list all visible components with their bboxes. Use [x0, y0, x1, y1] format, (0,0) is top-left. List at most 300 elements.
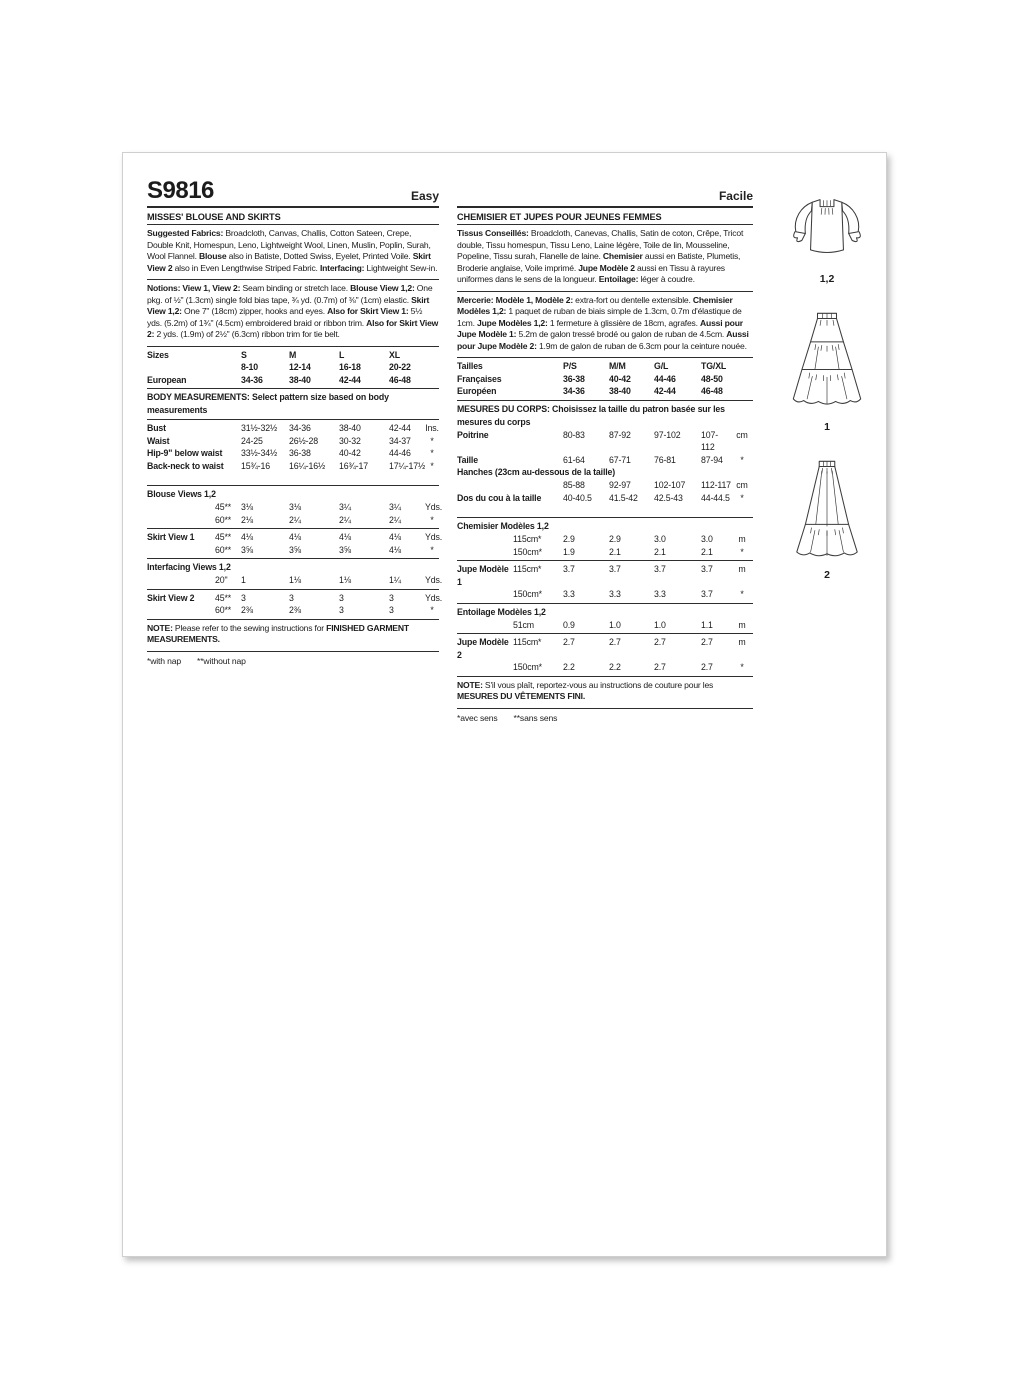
text-segment: 2 yds. (1.9m) of 2½" (6.3cm) ribbon trim for tie belt. — [154, 329, 340, 339]
text-segment: Blouse — [198, 251, 227, 261]
table-gap — [457, 506, 753, 515]
text-segment: Chemisier — [602, 251, 643, 261]
footnote-without-nap: **without nap — [197, 655, 246, 666]
text-segment: One 7" (18cm) zipper, hooks and eyes. — [181, 306, 328, 316]
table-cell: 2.9 — [609, 534, 621, 544]
table-cell: 8-10 — [241, 362, 259, 372]
pattern-envelope-page — [122, 152, 887, 1257]
table-rule — [457, 517, 753, 518]
table-cell: 30-32 — [339, 435, 361, 446]
table-rule — [457, 603, 753, 604]
table-row — [147, 514, 439, 527]
table-cell: * — [430, 435, 434, 446]
table-cell: European — [147, 374, 187, 385]
table-rule — [457, 560, 753, 561]
table-cell: 51cm — [513, 619, 534, 630]
table-cell: 45** — [215, 592, 232, 603]
table-row — [147, 435, 439, 448]
table-cell: 115cm* — [513, 564, 542, 574]
table-cell: 4⅛ — [339, 532, 351, 542]
table-cell: 40-42 — [339, 448, 361, 458]
table-cell: 45** — [215, 502, 232, 512]
blouse-line-drawing — [777, 191, 877, 269]
table-cell: 45** — [215, 532, 232, 542]
table-cell: 3 — [389, 605, 394, 615]
text-segment: Entoilage: — [598, 274, 639, 284]
table-cell: m — [738, 637, 746, 647]
table-cell: M — [289, 349, 297, 360]
text-segment: Interfacing: — [319, 262, 365, 273]
table-section-label: Blouse Views 1,2 — [147, 489, 216, 499]
table-row — [147, 361, 439, 374]
table-row — [147, 349, 439, 362]
footnote-avec-sens: *avec sens — [457, 712, 498, 723]
table-cell: 80-83 — [563, 429, 585, 440]
yardage-table-fr — [457, 506, 753, 677]
table-cell: Sizes — [147, 349, 169, 360]
table-cell: 60** — [215, 544, 232, 555]
table-cell: 92-97 — [609, 480, 631, 490]
table-cell: 3⅝ — [289, 544, 301, 555]
table-cell: 2.1 — [654, 546, 666, 557]
text-segment: Skirt View 1,2: — [147, 294, 430, 316]
text-segment: Jupe Modèles 1,2: — [477, 317, 548, 328]
text-segment: Chemisier Modèles 1,2: — [457, 294, 733, 316]
table-cell: Françaises — [457, 373, 502, 384]
table-cell: 3.7 — [563, 564, 575, 574]
views-column — [769, 191, 885, 605]
table-row — [147, 422, 439, 435]
table-cell: m — [738, 619, 746, 630]
skirt2-figure — [769, 457, 885, 581]
table-cell: Dos du cou à la taille — [457, 492, 542, 503]
table-cell — [457, 479, 513, 492]
table-cell: 1.0 — [609, 619, 621, 630]
table-cell: 2¼ — [389, 514, 401, 525]
table-cell — [457, 661, 513, 674]
table-cell: 12-14 — [289, 362, 311, 372]
text-segment: extra-fort ou dentelle extensible. — [572, 294, 693, 305]
english-header — [147, 175, 439, 203]
table-cell: 2.1 — [609, 546, 621, 557]
table-cell: 34-36 — [563, 386, 585, 396]
table-cell: 20-22 — [389, 362, 411, 372]
text-segment: MESURES DU VÊTEMENTS FINI. — [457, 691, 586, 701]
table-cell: 26½-28 — [289, 435, 318, 446]
table-cell: 17¼-17½ — [389, 460, 426, 471]
table-cell: 1.9 — [563, 546, 575, 557]
table-rule — [147, 346, 439, 347]
table-row — [457, 563, 753, 588]
table-row — [457, 373, 753, 386]
table-row — [147, 447, 439, 460]
table-cell: m — [738, 534, 746, 544]
text-segment: One pkg. of ½" (1.3cm) single fold bias tape, ¾ yd. (0.7m) of ⅜" (1cm) elastic. — [147, 283, 433, 305]
table-cell: 1⅛ — [339, 575, 351, 585]
table-cell: 115cm* — [513, 534, 542, 544]
table-cell: 76-81 — [654, 454, 676, 465]
table-cell: 3.0 — [701, 534, 713, 544]
table-row — [147, 574, 443, 587]
footnotes-fr — [457, 713, 753, 723]
table-cell: 2.1 — [701, 546, 713, 557]
text-segment: léger à coudre. — [638, 274, 695, 284]
french-header — [457, 175, 753, 203]
table-cell: * — [740, 492, 744, 503]
table-cell: Ins. — [425, 423, 439, 433]
footnote-with-nap: *with nap — [147, 655, 182, 666]
table-cell: 34-36 — [289, 423, 311, 433]
table-row — [457, 492, 753, 505]
table-cell: 97-102 — [654, 429, 681, 440]
english-column — [147, 175, 443, 666]
table-cell — [457, 588, 513, 601]
table-cell: L — [339, 349, 345, 360]
table-cell: 3.3 — [563, 589, 575, 599]
table-cell: 61-64 — [563, 454, 585, 465]
table-cell: 38-40 — [339, 423, 361, 433]
notions-fr — [457, 295, 753, 353]
table-cell: 4⅛ — [289, 532, 301, 542]
table-rule — [457, 357, 753, 358]
table-cell: Yds. — [425, 575, 443, 585]
skirt1-figure — [769, 309, 885, 433]
table-cell: 44-44.5 — [701, 492, 730, 503]
table-rule — [457, 676, 753, 677]
table-cell: 112-117 — [701, 480, 731, 490]
table-cell: 2.7 — [609, 637, 621, 647]
text-segment: Also for Skirt View 2: — [147, 317, 439, 339]
table-cell: 16¾-17 — [339, 460, 368, 471]
table-row — [147, 460, 439, 473]
table-cell: * — [740, 662, 744, 672]
garment-title-en: MISSES' BLOUSE AND SKIRTS — [147, 212, 281, 222]
table-cell: XL — [389, 349, 400, 360]
table-cell: 3¼ — [389, 502, 401, 512]
table-cell: 38-40 — [609, 386, 631, 396]
table-cell: 2¼ — [289, 514, 301, 525]
table-cell: 150cm* — [513, 546, 542, 557]
table-cell — [457, 546, 513, 559]
table-cell: Yds. — [425, 502, 443, 512]
header-rule — [147, 206, 439, 208]
table-cell — [425, 349, 439, 362]
table-cell: 4⅛ — [389, 544, 401, 555]
table-rule — [457, 633, 753, 634]
garment-title-fr: CHEMISIER ET JUPES POUR JEUNES FEMMES — [457, 212, 662, 222]
note-en — [147, 623, 439, 646]
view-label-skirt2: 2 — [824, 569, 830, 581]
table-cell: 3.3 — [654, 589, 666, 599]
table-cell: 42-44 — [654, 386, 676, 396]
table-cell: 2.9 — [563, 534, 575, 544]
table-rule — [147, 558, 439, 559]
table-cell — [457, 533, 513, 546]
text-segment: Aussi pour Jupe Modèle 1: — [457, 317, 743, 339]
table-cell — [147, 501, 215, 514]
pattern-number: S9816 — [147, 177, 214, 204]
table-cell — [147, 544, 215, 557]
table-row — [147, 604, 439, 617]
footnotes-en — [147, 656, 439, 666]
table-cell: Jupe Modèle 1 — [457, 564, 509, 587]
table-cell: 2¼ — [339, 514, 351, 525]
table-cell: Jupe Modèle 2 — [457, 637, 509, 660]
table-cell: 16¼-16½ — [289, 460, 326, 471]
table-cell: 3.7 — [701, 589, 713, 599]
table-cell: 3⅝ — [241, 544, 253, 555]
table-row — [147, 592, 443, 605]
table-cell — [147, 604, 215, 617]
table-cell: 1.0 — [654, 619, 666, 630]
skirt-view-1-line-drawing — [777, 309, 877, 417]
text-segment: aussi en Batiste, Plumetis, Broderie anglaise, Voile imprimé. — [457, 251, 741, 273]
table-cell: 2.7 — [654, 662, 666, 672]
table-cell: 46-48 — [701, 386, 723, 396]
table-cell: 2⅛ — [241, 514, 253, 525]
table-cell: 60** — [215, 514, 232, 525]
table-cell: 102-107 — [654, 480, 686, 490]
table-row — [147, 374, 439, 387]
text-segment: also in Batiste, Dotted Swiss, Eyelet, Printed Voile. — [226, 251, 413, 261]
table-cell: 85-88 — [563, 480, 585, 490]
table-rule — [147, 619, 439, 620]
difficulty-label-fr: Facile — [718, 189, 753, 203]
table-cell: 41.5-42 — [609, 492, 638, 503]
table-cell: Back-neck to waist — [147, 460, 224, 471]
table-section-label: Hanches (23cm au-dessous de la taille) — [457, 467, 616, 477]
text-segment: Please refer to the sewing instructions for — [172, 622, 327, 633]
table-row — [457, 385, 753, 398]
body-measurements-table-fr — [457, 357, 753, 504]
table-cell: 34-37 — [389, 435, 411, 446]
table-cell: 150cm* — [513, 662, 542, 672]
table-cell: 3 — [389, 592, 394, 603]
table-cell: Bust — [147, 423, 166, 433]
table-cell: 107-112 — [701, 429, 719, 452]
text-segment: Jupe Modèle 2 — [578, 262, 635, 273]
blouse-figure — [769, 191, 885, 285]
table-cell: 2.7 — [654, 637, 666, 647]
table-cell: 42-44 — [389, 423, 411, 433]
text-segment: NOTE: — [457, 679, 483, 690]
table-cell: 2⅜ — [241, 605, 253, 615]
note-fr — [457, 680, 753, 703]
table-row — [147, 544, 439, 557]
table-cell: 15¾-16 — [241, 460, 270, 471]
table-section-label: MESURES DU CORPS: Choisissez la taille du patron basée sur les mesures du corps — [457, 403, 725, 427]
header-rule-fr — [457, 206, 753, 208]
table-cell: cm — [736, 480, 748, 490]
text-segment: Suggested Fabrics: — [147, 228, 226, 238]
table-cell: 44-46 — [654, 373, 676, 384]
table-cell: 31½-32½ — [241, 423, 278, 433]
text-segment: Skirt View 2 — [147, 251, 431, 273]
table-cell: 3⅛ — [241, 502, 253, 512]
table-cell — [731, 360, 753, 373]
table-cell — [731, 385, 753, 398]
skirt-view-2-line-drawing — [777, 457, 877, 565]
text-segment: S'il vous plaît, reportez-vous au instructions de couture pour les — [482, 679, 714, 690]
table-cell: 3.7 — [701, 564, 713, 574]
table-cell: S — [241, 349, 247, 360]
table-cell — [425, 361, 439, 374]
table-cell: M/M — [609, 361, 626, 371]
table-cell: 115cm* — [513, 637, 542, 647]
table-cell: Skirt View 1 — [147, 532, 195, 542]
table-cell: 44-46 — [389, 448, 411, 458]
note-rule-fr — [457, 708, 753, 709]
table-row — [457, 533, 753, 546]
text-segment: Mercerie: Modèle 1, Modèle 2: — [457, 294, 573, 305]
table-cell: * — [430, 544, 434, 555]
table-cell: 150cm* — [513, 589, 542, 599]
table-cell: 0.9 — [563, 619, 575, 630]
table-cell: 34-36 — [241, 374, 263, 385]
table-cell: Tailles — [457, 361, 483, 371]
table-cell: 2.2 — [563, 662, 575, 672]
table-cell: 42.5-43 — [654, 492, 683, 503]
table-cell: 2.7 — [701, 662, 713, 672]
table-cell: 87-92 — [609, 429, 631, 440]
view-label-blouse: 1,2 — [819, 273, 835, 285]
table-cell: 3.7 — [609, 564, 621, 574]
table-cell: 4⅛ — [241, 532, 253, 542]
text-segment: 1.9m de galon de ruban de 6.3cm pour la ceinture nouée. — [536, 340, 747, 351]
table-cell: 1.1 — [701, 619, 713, 630]
divider-rule-fr — [457, 291, 753, 292]
text-segment: Seam binding or stretch lace. — [240, 283, 351, 293]
text-segment: Aussi pour Jupe Modèle 2: — [457, 329, 749, 351]
table-rule — [147, 419, 439, 420]
table-cell: 36-38 — [563, 373, 585, 384]
text-segment: Lightweight Sew-in. — [364, 262, 438, 273]
title-rule — [147, 224, 439, 225]
divider-rule — [147, 279, 439, 280]
table-cell: Yds. — [425, 532, 443, 542]
text-segment: Blouse View 1,2: — [350, 283, 415, 293]
text-segment: 1 paquet de ruban de biais simple de 1.3cm, 0.7m d'élastique de 1cm. — [457, 306, 742, 328]
text-segment: 1 fermeture à glissière de 18cm, agrafes. — [547, 317, 701, 328]
table-cell: 3 — [289, 592, 294, 603]
table-cell: * — [430, 448, 434, 458]
table-cell: 1 — [241, 575, 246, 585]
table-cell: cm — [736, 429, 748, 440]
notions-en — [147, 283, 439, 341]
suggested-fabrics-fr — [457, 228, 753, 286]
table-row — [457, 454, 753, 467]
table-cell: * — [430, 605, 434, 615]
table-rule — [147, 485, 439, 486]
table-section-label: BODY MEASUREMENTS: Select pattern size based on body measurements — [147, 392, 389, 415]
title-rule-fr — [457, 224, 753, 225]
table-cell: G/L — [654, 361, 669, 371]
suggested-fabrics-en — [147, 228, 439, 274]
table-cell: 40-40.5 — [563, 492, 592, 503]
table-cell: 2.7 — [563, 637, 575, 647]
table-cell — [513, 479, 563, 492]
footnote-sans-sens: **sans sens — [513, 712, 558, 723]
table-cell: 60** — [215, 605, 232, 615]
table-cell — [731, 373, 753, 386]
table-cell: 46-48 — [389, 374, 411, 385]
table-cell: Hip-9" below waist — [147, 448, 223, 458]
table-rule — [147, 528, 439, 529]
text-segment: Notions: View 1, View 2: — [147, 283, 241, 293]
table-section-label: Entoilage Modèles 1,2 — [457, 606, 546, 617]
table-cell: 2⅜ — [289, 605, 301, 615]
table-cell: TG/XL — [701, 361, 727, 371]
table-cell: 3.0 — [654, 534, 666, 544]
table-row — [457, 429, 753, 454]
table-section-label: Chemisier Modèles 1,2 — [457, 521, 549, 531]
table-cell: 40-42 — [609, 373, 631, 384]
table-row — [457, 588, 753, 601]
text-segment: Tissus Conseillés: — [457, 228, 531, 238]
table-cell: 3.3 — [609, 589, 621, 599]
table-row — [457, 360, 753, 373]
table-row — [457, 636, 753, 661]
table-cell: 3 — [339, 592, 344, 603]
table-cell: Yds. — [425, 592, 443, 603]
text-segment: FINISHED GARMENT MEASUREMENTS. — [147, 622, 409, 644]
table-cell: 48-50 — [701, 373, 723, 384]
table-row — [457, 661, 753, 674]
table-cell: * — [740, 546, 744, 557]
table-cell: 2.2 — [609, 662, 621, 672]
table-cell: 20" — [215, 575, 228, 585]
table-cell: * — [430, 514, 434, 525]
table-cell: 3¼ — [339, 502, 351, 512]
table-cell: * — [740, 454, 744, 465]
table-cell: 67-71 — [609, 454, 631, 465]
table-cell: 3.7 — [654, 564, 666, 574]
table-cell: 2.7 — [701, 637, 713, 647]
table-row — [457, 619, 753, 632]
text-segment: Broadcloth, Canvas, Challis, Cotton Sateen, Crepe, Double Knit, Homespun, Leno, Lightweight Wool, Linen, Muslin, Poplin, Surah, Wool Flannel. — [147, 228, 431, 261]
text-segment: also in Even Lengthwise Striped Fabric. — [172, 262, 320, 273]
table-cell: P/S — [563, 361, 577, 371]
table-cell — [147, 361, 241, 374]
text-segment: Broadcloth, Canevas, Challis, Satin de coton, Crêpe, Tricot double, Tissu homespun, Tissu Leno, Laine légère, Toile de lin, Mousseline, Popeline, Tissu surah, Flanelle de laine. — [457, 228, 744, 261]
table-gap — [147, 474, 439, 483]
view-label-skirt1: 1 — [824, 421, 830, 433]
table-cell: 36-38 — [289, 448, 311, 458]
table-cell: Européen — [457, 386, 497, 396]
text-segment: Also for Skirt View 1: — [327, 306, 409, 316]
table-cell: 24-25 — [241, 435, 263, 446]
table-cell: 42-44 — [339, 374, 361, 385]
table-cell: 1⅛ — [289, 575, 301, 585]
table-section-label: Interfacing Views 1,2 — [147, 562, 231, 572]
table-cell: 87-94 — [701, 454, 723, 465]
table-rule — [147, 589, 439, 590]
table-row — [457, 479, 753, 492]
difficulty-label-en: Easy — [410, 189, 439, 203]
french-column — [457, 175, 753, 723]
table-cell — [147, 514, 215, 527]
table-cell: 1¼ — [389, 575, 401, 585]
table-cell: 3⅛ — [289, 502, 301, 512]
table-cell: Taille — [457, 454, 478, 465]
text-segment: NOTE: — [147, 622, 173, 633]
table-cell: 3 — [339, 605, 344, 615]
table-cell: m — [738, 564, 746, 574]
table-cell: Poitrine — [457, 429, 489, 440]
table-row — [457, 546, 753, 559]
table-rule — [457, 400, 753, 401]
table-cell: 3⅝ — [339, 544, 351, 555]
